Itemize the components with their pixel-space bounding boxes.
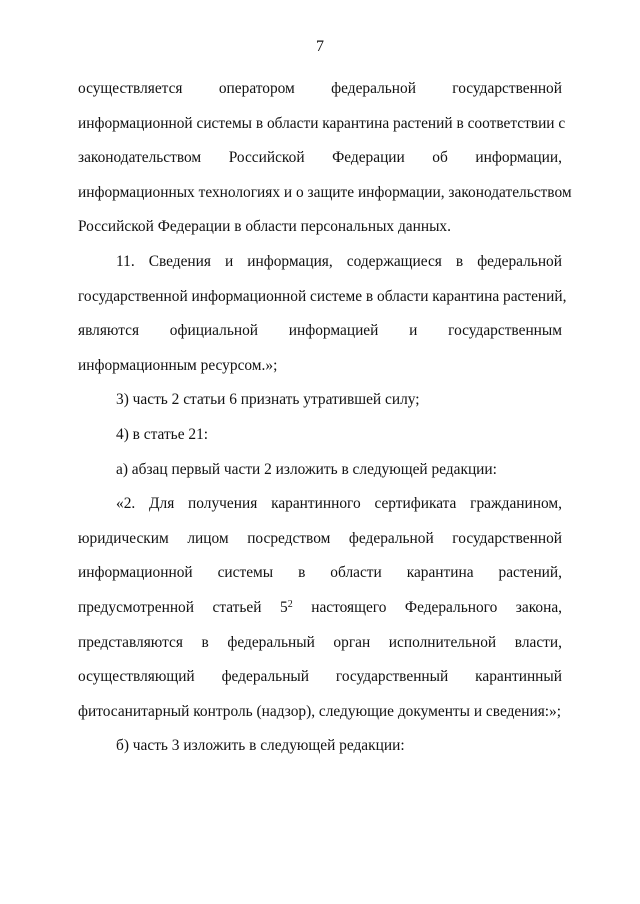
text-segment: предусмотренной статьей 5 — [78, 598, 288, 616]
text-line: осуществляющий федеральный государственный карантинный — [78, 668, 562, 686]
paragraph — [78, 245, 567, 383]
text-segment: настоящего Федерального закона, — [311, 598, 562, 616]
text-line: информационным ресурсом.»; — [78, 356, 278, 374]
text-line: 3) часть 2 статьи 6 признать утратившей силу; — [116, 391, 420, 409]
text-line: информационных технологиях и о защите информации, законодательством — [78, 183, 572, 201]
text-line: Российской Федерации в области персональных данных. — [78, 218, 451, 236]
text-line: осуществляется оператором федеральной государственной — [78, 80, 562, 97]
text-line: б) часть 3 изложить в следующей редакции: — [116, 737, 405, 755]
document-body — [78, 72, 572, 764]
text-line: информационной системы в области карантина растений, — [78, 564, 562, 582]
text-line: являются официальной информацией и государственным — [78, 322, 562, 340]
paragraph — [78, 487, 562, 729]
paragraph — [78, 729, 562, 764]
text-line: а) абзац первый части 2 изложить в следующей редакции: — [116, 460, 497, 478]
text-line: законодательством Российской Федерации об информации, — [78, 149, 562, 167]
text-line-with-superscript — [78, 591, 562, 626]
text-line: информационной системы в области карантина растений в соответствии с — [78, 114, 566, 132]
text-line: 11. Сведения и информация, содержащиеся в федеральной — [116, 252, 562, 270]
paragraph — [78, 72, 572, 245]
paragraph — [78, 453, 562, 488]
text-line: 4) в статье 21: — [116, 425, 209, 443]
superscript: 2 — [287, 598, 293, 610]
paragraph — [78, 383, 562, 418]
page-number: 7 — [316, 38, 324, 55]
text-line: фитосанитарный контроль (надзор), следующие документы и сведения:»; — [78, 702, 562, 720]
text-line: представляются в федеральный орган исполнительной власти, — [78, 633, 562, 651]
text-line: «2. Для получения карантинного сертификата гражданином, — [116, 495, 562, 513]
paragraph — [78, 418, 562, 453]
text-line: юридическим лицом посредством федеральной государственной — [78, 529, 562, 547]
text-line: государственной информационной системе в области карантина растений, — [78, 287, 567, 305]
